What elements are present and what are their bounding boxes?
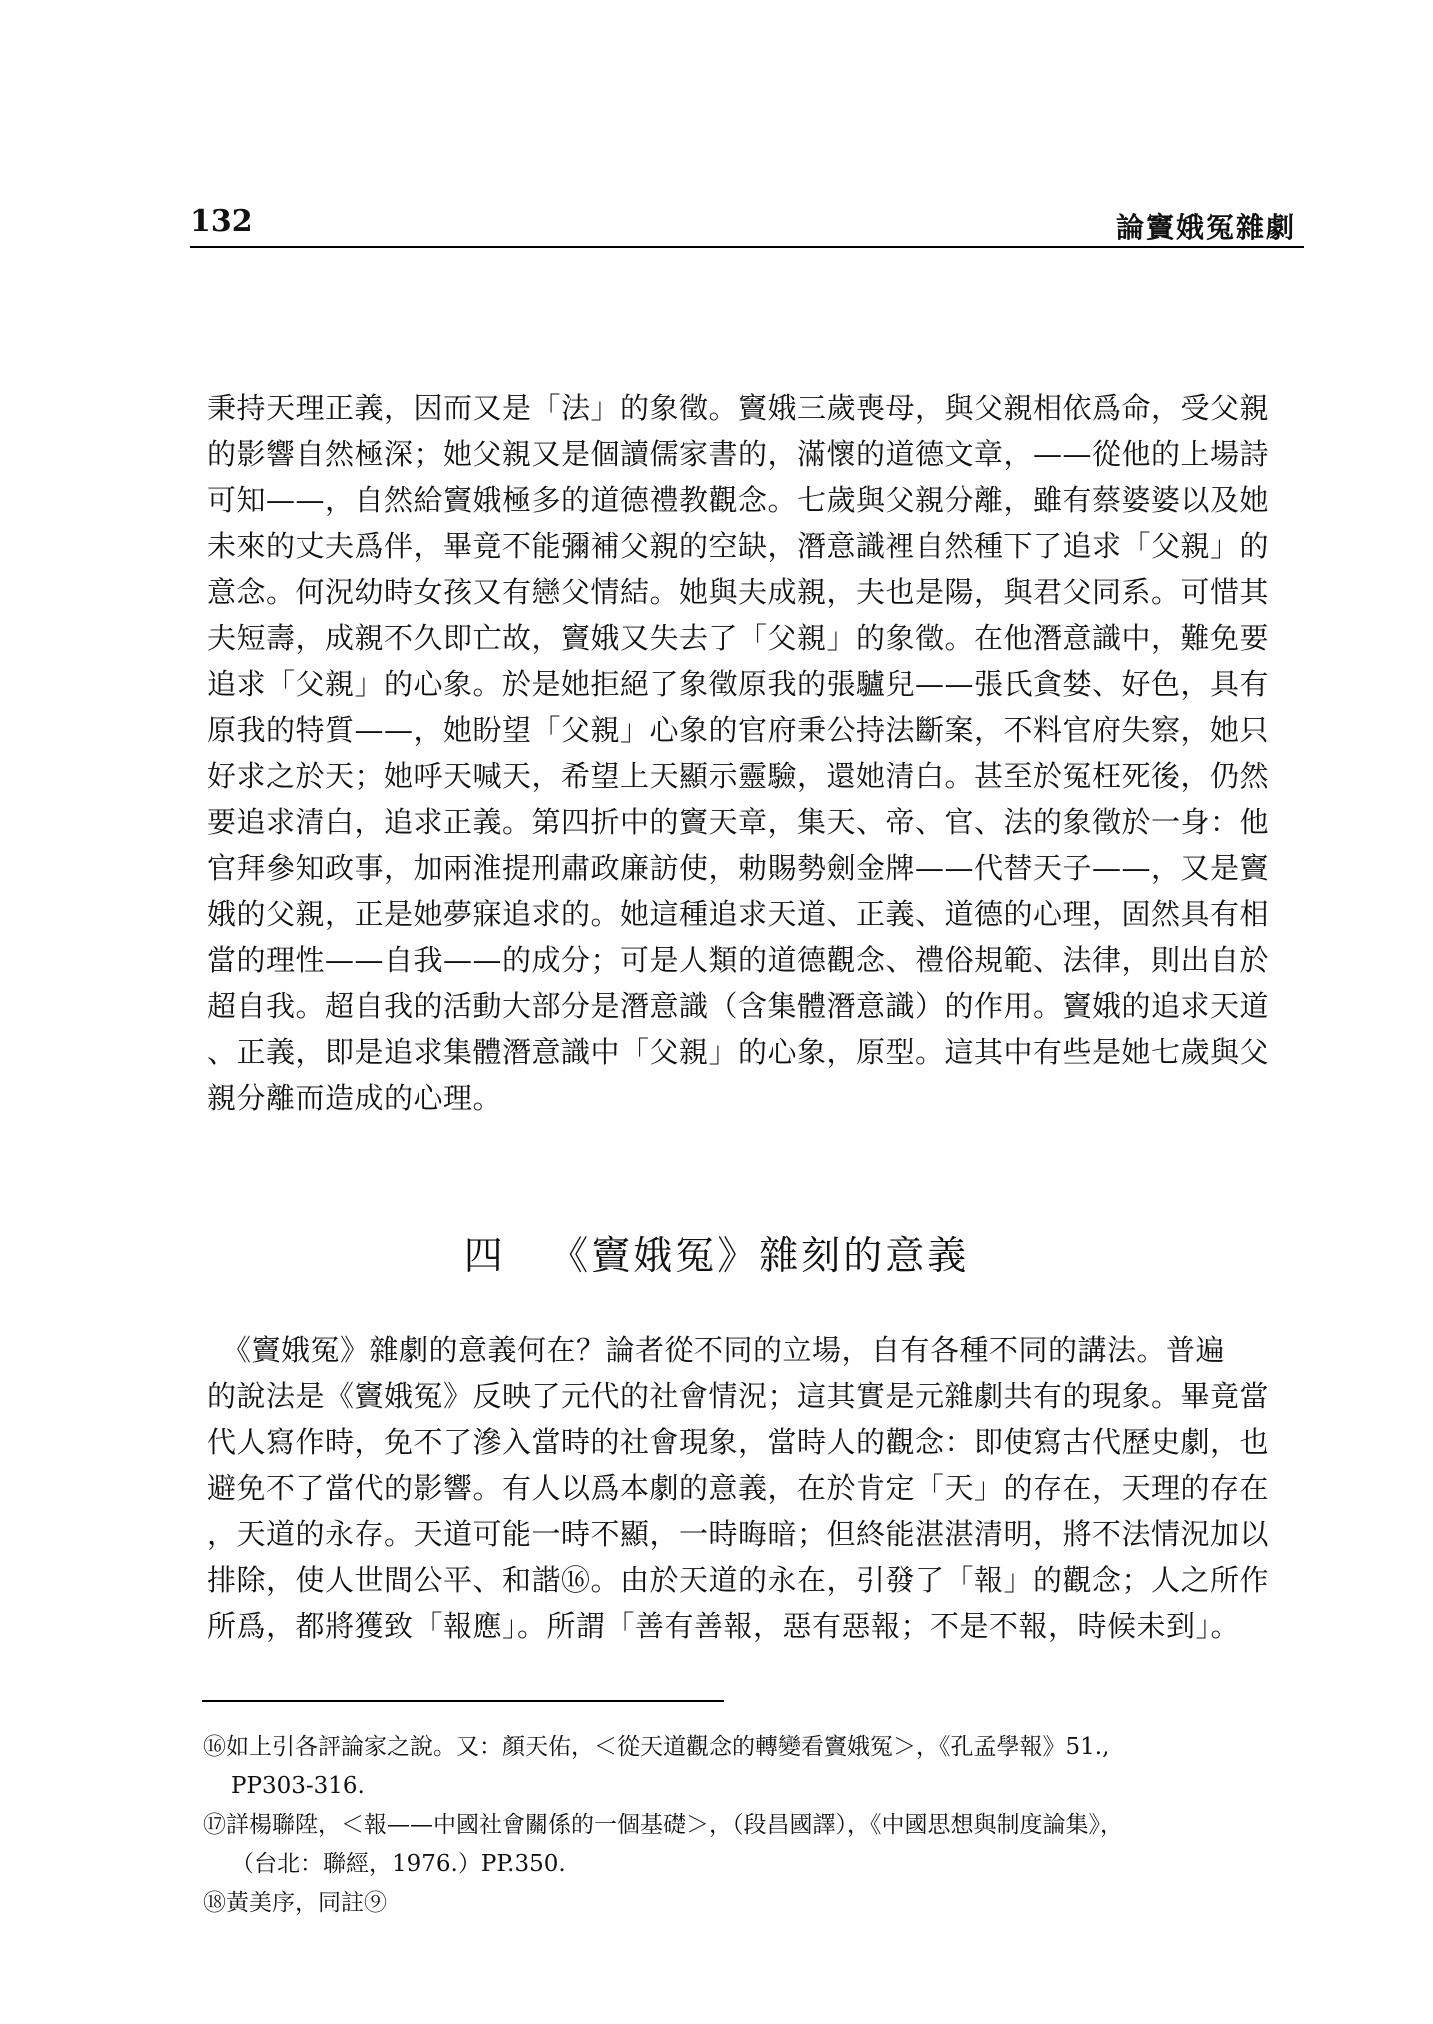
text-line: 追求「父親」的心象。於是她拒絕了象徵原我的張驢兒——張氏貪婪、好色，具有 xyxy=(207,667,1270,701)
text-line: 避免不了當代的影響。有人以爲本劇的意義，在於肯定「天」的存在，天理的存在 xyxy=(207,1471,1270,1505)
text-line: 的影響自然極深；她父親又是個讀儒家書的，滿懷的道德文章，——從他的上場詩 xyxy=(207,437,1270,471)
footnote-item: ⑱黃美序，同註⑨ xyxy=(203,1890,387,1916)
text-line: 夫短壽，成親不久即亡故，竇娥又失去了「父親」的象徵。在他潛意識中，難免要 xyxy=(207,621,1270,655)
footnote-rule xyxy=(202,1700,724,1702)
paragraph-2 xyxy=(207,1327,1282,1649)
section-number: 四 xyxy=(463,1234,506,1279)
section-title: 《竇娥冤》雜刻的意義 xyxy=(549,1234,970,1279)
footnote-continuation: PP303-316. xyxy=(231,1773,365,1799)
text-line: 意念。何況幼時女孩又有戀父情結。她與夫成親，夫也是陽，與君父同系。可惜其 xyxy=(207,575,1270,609)
text-line: 未來的丈夫爲伴，畢竟不能彌補父親的空缺，潛意識裡自然種下了追求「父親」的 xyxy=(207,529,1270,563)
text-line: 、正義，即是追求集體潛意識中「父親」的心象，原型。這其中有些是她七歲與父 xyxy=(207,1035,1270,1069)
paragraph-2-text xyxy=(207,1327,1282,1649)
page-number: 132 xyxy=(190,204,253,239)
text-line: 當的理性——自我——的成分；可是人類的道德觀念、禮俗規範、法律，則出自於 xyxy=(207,943,1270,977)
header-rule xyxy=(190,246,1304,248)
text-line: 好求之於天；她呼天喊天，希望上天顯示靈驗，還她清白。甚至於冤枉死後，仍然 xyxy=(207,759,1270,793)
text-line: 代人寫作時，免不了滲入當時的社會現象，當時人的觀念：即使寫古代歷史劇，也 xyxy=(207,1425,1270,1459)
text-line: 超自我。超自我的活動大部分是潛意識（含集體潛意識）的作用。竇娥的追求天道 xyxy=(207,989,1270,1023)
footnotes xyxy=(203,1728,1303,1923)
page-header xyxy=(190,204,1304,248)
text-line: 《竇娥冤》雜劇的意義何在？論者從不同的立場，自有各種不同的講法。普遍 xyxy=(207,1333,1226,1367)
text-line: 可知——，自然給竇娥極多的道德禮教觀念。七歲與父親分離，雖有蔡婆婆以及她 xyxy=(207,483,1270,517)
footnote-item: ⑰詳楊聯陞，＜報——中國社會關係的一個基礎＞，（段昌國譯），《中國思想與制度論集》， xyxy=(203,1812,1123,1838)
running-title: 論竇娥冤雜劇 xyxy=(1115,211,1296,244)
text-line: 親分離而造成的心理。 xyxy=(207,1081,503,1115)
text-line: 秉持天理正義，因而又是「法」的象徵。竇娥三歲喪母，與父親相依爲命，受父親 xyxy=(207,391,1270,425)
paragraph-1-text xyxy=(207,385,1282,1121)
text-line: 排除，使人世間公平、和諧⑯。由於天道的永在，引發了「報」的觀念；人之所作 xyxy=(207,1563,1270,1597)
footnote-item: ⑯如上引各評論家之說。又：顏天佑，＜從天道觀念的轉變看竇娥冤＞，《孔孟學報》51., xyxy=(203,1734,1110,1760)
text-line: 娥的父親，正是她夢寐追求的。她這種追求天道、正義、道德的心理，固然具有相 xyxy=(207,897,1270,931)
text-line: 的說法是《竇娥冤》反映了元代的社會情況；這其實是元雜劇共有的現象。畢竟當 xyxy=(207,1379,1270,1413)
footnote-continuation: （台北：聯經，1976.）PP.350. xyxy=(231,1851,566,1877)
text-line: 所爲，都將獲致「報應」。所謂「善有善報，惡有惡報；不是不報，時候未到」。 xyxy=(207,1609,1241,1643)
text-line: 官拜參知政事，加兩淮提刑肅政廉訪使，勅賜勢劍金牌——代替天子——，又是竇 xyxy=(207,851,1270,885)
text-line: ，天道的永存。天道可能一時不顯，一時晦暗；但終能湛湛清明，將不法情況加以 xyxy=(207,1517,1270,1551)
section-heading xyxy=(0,1225,1433,1281)
text-line: 要追求清白，追求正義。第四折中的竇天章，集天、帝、官、法的象徵於一身：他 xyxy=(207,805,1270,839)
paragraph-1 xyxy=(207,385,1282,1121)
text-line: 原我的特質——，她盼望「父親」心象的官府秉公持法斷案，不料官府失察，她只 xyxy=(207,713,1270,747)
